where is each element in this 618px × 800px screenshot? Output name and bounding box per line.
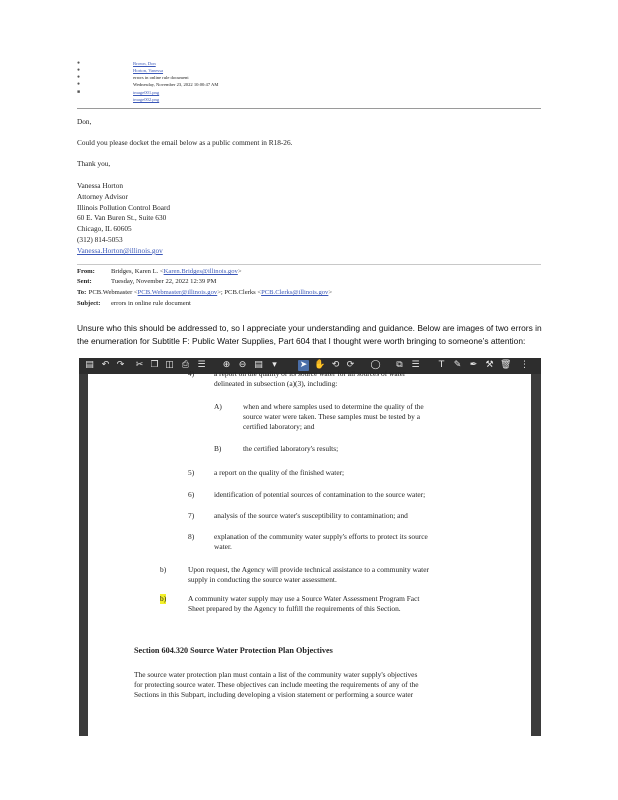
section-text-3: Sections in this Subpart, including developing a vision statement or performing a source water (134, 690, 414, 699)
item-8-num: 8) (188, 532, 195, 541)
crop-icon[interactable]: ⧉ (396, 360, 403, 370)
subject-bullet: ● (77, 75, 81, 80)
rotate-left-icon[interactable]: ⟲ (331, 360, 340, 370)
thanks-text: Thank you, (77, 159, 111, 168)
forward-body-line-2: the enumeration for Subtitle F: Public Water Supplies, Part 604 that I thought were worth bringing to someone’s attention: (77, 336, 526, 346)
to-bullet: ● (77, 68, 81, 73)
list-icon[interactable]: ☰ (197, 360, 206, 370)
forward-divider (77, 264, 541, 265)
fw-sent-line (77, 278, 216, 286)
undo-icon[interactable]: ↶ (101, 360, 110, 370)
fw-sent: Tuesday, November 22, 2022 12:39 PM (111, 278, 217, 285)
fw-subject: errors in online rule document (111, 300, 191, 307)
item-b1-num: b) (160, 565, 167, 574)
item-5-text: a report on the quality of the finished water; (214, 468, 345, 477)
item-4-num: 4) (188, 369, 195, 378)
select-cursor-icon[interactable]: ➤ (299, 360, 308, 370)
attachment-icon: ■ (77, 90, 81, 95)
fw-from-label: From: (77, 268, 95, 275)
signature-name: Vanessa Horton (77, 181, 124, 190)
cut-icon[interactable]: ✂ (135, 360, 144, 370)
sign-icon[interactable]: ✒ (469, 360, 478, 370)
header-attachment-2[interactable]: image002.png (133, 97, 160, 102)
section-title: Section 604.320 Source Water Protection Plan Objectives (134, 646, 333, 655)
zoom-in-icon[interactable]: ⊕ (222, 360, 231, 370)
header-date: Wednesday, November 23, 2022 10:00:47 AM (133, 82, 219, 87)
fw-to-email-2[interactable]: PCB.Clerks@illinois.gov (261, 289, 329, 296)
fw-sent-label: Sent: (77, 278, 92, 285)
page-icon[interactable]: ▤ (85, 360, 94, 370)
signature-phone: (312) 814-5053 (77, 235, 123, 244)
from-bullet: ● (77, 61, 81, 66)
fw-to-name-2: PCB.Clerks (224, 289, 256, 296)
signature-street: 60 E. Van Buren St., Suite 630 (77, 213, 167, 222)
greeting: Don, (77, 117, 92, 126)
item-b-num: B) (214, 444, 222, 453)
stamp-icon[interactable]: ⚒ (485, 360, 494, 370)
pdf-page (88, 369, 531, 736)
section-text-1: The source water protection plan must contain a list of the community water supply's objectives (134, 670, 418, 679)
item-b1-text-1: Upon request, the Agency will provide technical assistance to a community water (188, 565, 429, 574)
fw-subject-label: Subject: (77, 300, 101, 307)
zoom-out-icon[interactable]: ⊖ (238, 360, 247, 370)
fw-from-line: From: Bridges, Karen L. <Karen.Bridges@illinois.gov> (77, 268, 242, 275)
fw-to-label: To: (77, 289, 87, 296)
fw-from-name: Bridges, Karen L. (111, 268, 159, 275)
hand-icon[interactable]: ✋ (314, 360, 326, 370)
item-b2-text-2: Sheet prepared by the Agency to fulfill the requirements of this Section. (188, 604, 401, 613)
item-7-text: analysis of the source water's susceptibility to contamination; and (214, 511, 408, 520)
text-tool-icon[interactable]: T (438, 360, 445, 370)
signature-org: Illinois Pollution Control Board (77, 203, 171, 212)
header-attachment-1[interactable]: image001.png (133, 90, 160, 95)
header-to[interactable]: Horton, Vanessa (133, 68, 164, 73)
fw-from-email[interactable]: Karen.Bridges@illinois.gov (163, 268, 238, 275)
forward-body-line-1: Unsure who this should be addressed to, so I appreciate your understanding and guidance. Below are images of two errors in (77, 323, 542, 333)
header-divider (77, 108, 541, 109)
item-8-text-1: explanation of the community water supply's efforts to protect its source (214, 532, 428, 541)
item-a-text-3: certified laboratory; and (243, 422, 315, 431)
item-8-text-2: water. (214, 542, 232, 551)
delete-icon[interactable]: 🗑 (500, 360, 512, 370)
item-4-text-1: a report on the quality of its source water for all sources of water (214, 369, 406, 378)
item-a-text-2: source water were taken. These samples must be tested by a (243, 412, 420, 421)
print-icon[interactable]: ⎙ (181, 360, 190, 370)
item-b-text: the certified laboratory's results; (243, 444, 339, 453)
item-a-text-1: when and where samples used to determine the quality of the (243, 402, 424, 411)
item-4-text-2: delineated in subsection (a)(3), including: (214, 379, 338, 388)
paste-icon[interactable]: ◫ (165, 360, 174, 370)
signature-email[interactable]: Vanessa.Horton@illinois.gov (77, 246, 163, 255)
header-subject: errors in online rule document (133, 75, 189, 80)
item-b2-text-1: A community water supply may use a Source Water Assessment Program Fact (188, 594, 420, 603)
section-text-2: for protecting source water. These objectives can include meeting the requirements of any of the (134, 680, 419, 689)
pen-icon[interactable]: ✎ (453, 360, 462, 370)
fw-to-line: To: PCB.Webmaster <PCB.Webmaster@illinois.gov>; PCB.Clerks <PCB.Clerks@illinois.gov> (77, 289, 333, 296)
request-text: Could you please docket the email below as a public comment in R18-26. (77, 138, 293, 147)
rotate-right-icon[interactable]: ⟳ (346, 360, 355, 370)
item-a-num: A) (214, 402, 222, 411)
date-bullet: ● (77, 82, 81, 87)
item-5-num: 5) (188, 468, 195, 477)
fw-subject-line (77, 300, 191, 308)
embedded-screenshot (79, 358, 541, 736)
dropdown-icon[interactable]: ▾ (272, 360, 277, 370)
fw-to-name-1: PCB.Webmaster (88, 289, 133, 296)
form-icon[interactable]: ☰ (411, 360, 420, 370)
copy-icon[interactable]: ❐ (150, 360, 159, 370)
item-b1-text-2: supply in conducting the source water assessment. (188, 575, 337, 584)
header-from[interactable]: Brown, Don (133, 61, 156, 66)
signature-city: Chicago, IL 60605 (77, 224, 132, 233)
item-b2-num-highlighted: b) (160, 594, 167, 603)
more-icon[interactable]: ⋮ (520, 360, 529, 370)
item-7-num: 7) (188, 511, 195, 520)
redo-icon[interactable]: ↷ (116, 360, 125, 370)
fw-to-email-1[interactable]: PCB.Webmaster@illinois.gov (137, 289, 218, 296)
shapes-icon[interactable]: ◯ (370, 360, 381, 370)
item-6-num: 6) (188, 490, 195, 499)
signature-title: Attorney Advisor (77, 192, 128, 201)
item-6-text: identification of potential sources of contamination to the source water; (214, 490, 426, 499)
forward-body (77, 322, 547, 348)
document-icon[interactable]: ▤ (254, 360, 263, 370)
